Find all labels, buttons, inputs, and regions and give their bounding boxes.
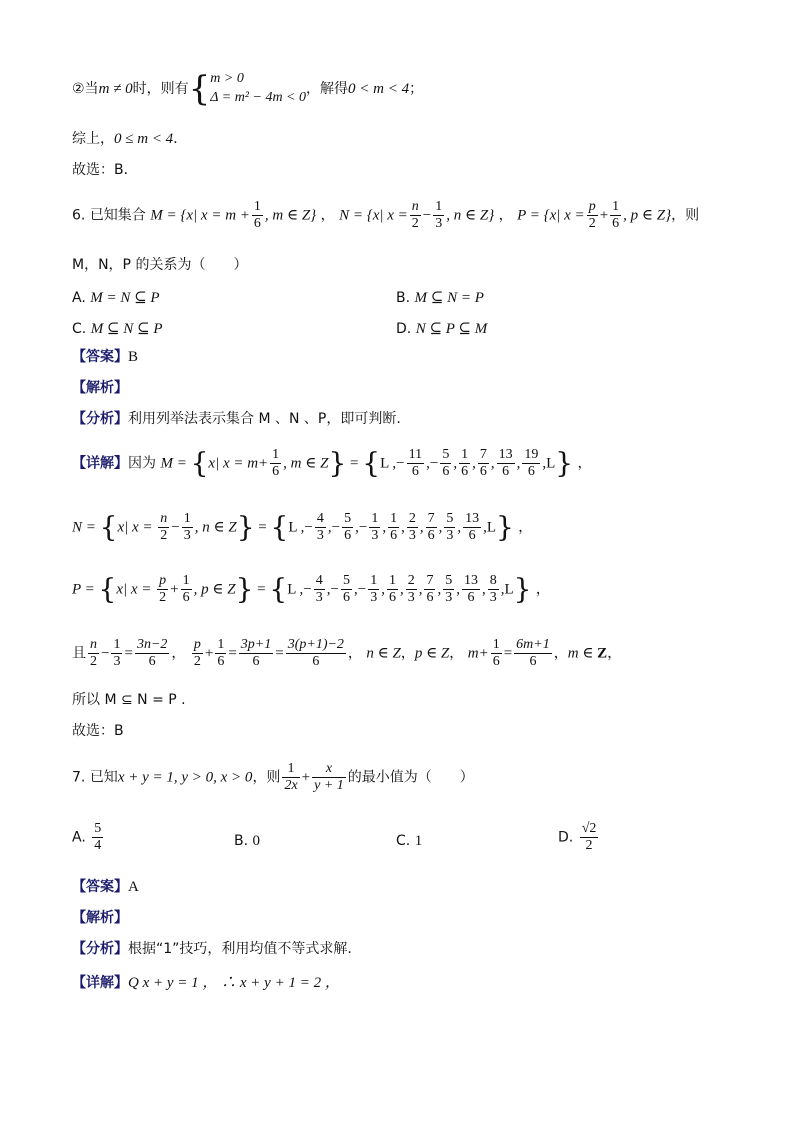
q6-number: 6. — [72, 207, 86, 224]
case2-suffix: ，解得 — [306, 80, 349, 97]
q6-fenxi: 【分析】利用列举法表示集合 M 、N 、P，即可判断. — [72, 411, 401, 427]
set-P-frac2: $\frac{1}{6}$ — [612, 199, 620, 231]
q6-and-line: 且 $\frac{n}{2}$ − $\frac{1}{3}$ = $\frac{3n-2}{6}$ ， $\frac{p}{2}$ + $\frac{1}{6}$ = $\frac{3p+1}{6}$ = $\frac{3(p+1)-2}{6}$ ， n ∈ Z，p ∈ Z， m+ $\frac{1}{6}$ = $\frac{6m+1}{6}$ ，m ∈ Z， — [72, 637, 622, 669]
inequality-system — [210, 70, 306, 108]
summary-prefix: 综上， — [72, 131, 114, 147]
q6-so: 所以 M ⊆ N = P . — [72, 692, 186, 708]
q6-analysis-tag: 【解析】 — [72, 380, 128, 396]
set-M-frac: $\frac{1}{6}$ — [253, 199, 261, 231]
case2-result: 0 < m < 4 — [348, 80, 410, 97]
q6-option-b: B. M ⊆ N = P — [396, 290, 484, 306]
q6-detail-P: P = {x| x = $\frac{p}{2}$ + $\frac{1}{6}$ , p ∈ Z} = {L ,− $\frac{4}{3}$ ,− $\frac{5}{6}$ ,− $\frac{1}{3}$ , $\frac{1}{6}$ , $\frac{2}{3}$ , $\frac{7}{6}$ , $\frac{5}{3}$ , $\frac{13}{6}$ , $\frac{8}{3}$ ,L} ， — [72, 572, 550, 606]
set-P-tail: , p ∈ Z} — [623, 207, 672, 224]
q7-fenxi: 【分析】根据“1”技巧，利用均值不等式求解. — [72, 941, 352, 957]
set-N-frac2: $\frac{1}{3}$ — [435, 199, 443, 231]
q7-option-a: A. $\frac{5}{4}$ — [72, 821, 102, 853]
set-M-def: M = {x| x = m + — [150, 207, 250, 224]
q7-condition: x + y = 1, y > 0, x > 0 — [117, 769, 253, 786]
q7-analysis-tag: 【解析】 — [72, 910, 128, 926]
system-line-1: m > 0 — [210, 71, 244, 86]
q7-frac2: $\frac{x}{y + 1}$ — [314, 761, 344, 793]
q6-detail-M: 【详解】因为 M = {x| x = m+ $\frac{1}{6}$ , m ∈ Z} = {L ,− $\frac{11}{6}$ ,− $\frac{5}{6}$ , $\frac{1}{6}$ , $\frac{7}{6}$ , $\frac{13}{6}$ , $\frac{19}{6}$ ,L} ， — [72, 446, 592, 480]
q6-choose: 故选：B — [72, 723, 124, 739]
answer-value: B — [128, 349, 139, 365]
case2-end: ； — [409, 80, 424, 97]
q7-answer: 【答案】A — [72, 879, 139, 895]
q7-option-d: D. $\frac{√2}{2}$ — [558, 821, 597, 853]
answer-tag: 【答案】 — [72, 349, 128, 365]
q7-xiangjie: 【详解】Q x + y = 1 ， ∴ x + y + 1 = 2 ， — [72, 975, 340, 991]
set-P-frac1: $\frac{p}{2}$ — [588, 199, 596, 231]
q6-detail-N: N = {x| x = $\frac{n}{2}$ − $\frac{1}{3}$ , n ∈ Z} = {L ,− $\frac{4}{3}$ ,− $\frac{5}{6}$ ,− $\frac{1}{3}$ , $\frac{1}{6}$ , $\frac{2}{3}$ , $\frac{7}{6}$ , $\frac{5}{3}$ , $\frac{13}{6}$ ,L} ， — [72, 510, 533, 544]
summary-expr: 0 ≤ m < 4 — [114, 131, 174, 147]
q6-stem-pre: 已知集合 — [89, 207, 146, 224]
q7-option-b: B. 0 — [234, 833, 261, 849]
summary-end: ． — [173, 131, 188, 147]
q7-stem: 7. 已知x + y = 1, y > 0, x > 0，则 $\frac{1}{2x}$ + $\frac{x}{y + 1}$ 的最小值为（ ） — [72, 761, 474, 793]
case2-mid: 时，则有 — [132, 80, 189, 97]
q6-option-d: D. N ⊆ P ⊆ M — [396, 321, 488, 337]
set-N-def: N = {x| x = — [339, 207, 408, 224]
case2-prefix: ②当 — [72, 80, 99, 97]
system-brace: { — [188, 68, 211, 109]
case2-line — [72, 70, 423, 108]
choose-line-prev: 故选：B． — [72, 162, 138, 178]
set-M-tail: , m ∈ Z} — [264, 207, 317, 224]
q6-stem-then: ，则 — [671, 207, 700, 224]
q6-stem: 6. 已知集合 M = {x| x = m + $\frac{1}{6}$ , m ∈ Z} ， N = {x| x = $\frac{n}{2}$ − $\frac{1}{3}$ , n ∈ Z} ， P = {x| x = $\frac{p}{2}$ + $\frac{1}{6}$ , p ∈ Z}，则 — [72, 199, 700, 231]
q6-stem-line2: M，N，P 的关系为（ ） — [72, 257, 248, 273]
set-N-frac1: $\frac{n}{2}$ — [411, 199, 419, 231]
set-P-def: P = {x| x = — [517, 207, 585, 224]
summary-line — [72, 132, 187, 147]
q7-frac1: $\frac{1}{2x}$ — [284, 761, 298, 793]
q6-answer — [72, 350, 138, 365]
q7-option-c: C. 1 — [396, 833, 423, 849]
system-line-2: Δ = m² − 4m < 0 — [210, 89, 307, 105]
set-N-tail: , n ∈ Z} — [446, 207, 495, 224]
q6-option-c: C. M ⊆ N ⊆ P — [72, 321, 163, 337]
q6-option-a: A. M = N ⊆ P — [72, 290, 160, 306]
case2-cond: m ≠ 0 — [98, 80, 133, 97]
